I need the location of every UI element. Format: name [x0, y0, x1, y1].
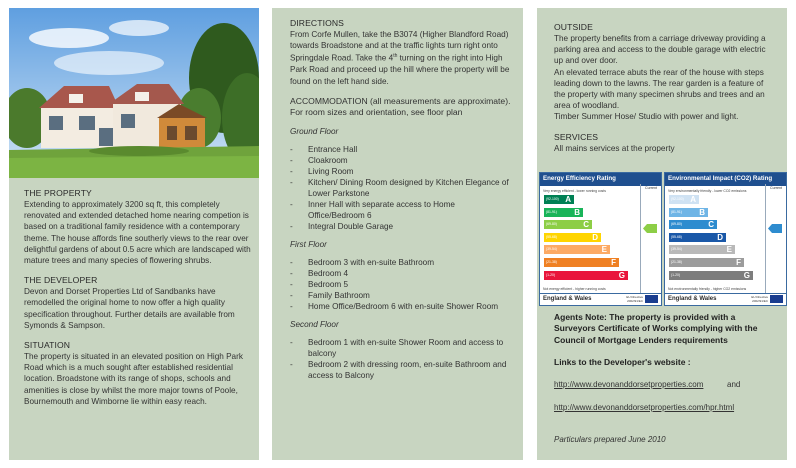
env-band-b	[669, 208, 708, 217]
env-band-a	[669, 195, 699, 204]
list-item: - Family Bathroom	[290, 290, 511, 301]
services-text: All mains services at the property	[554, 143, 675, 153]
energy-band-letter: A	[565, 195, 571, 204]
developer-text: Devon and Dorset Properties Ltd of Sandbanks have remodelled the original home to now offer a high quality specification throughout. Further details are available from Symonds & Sampson.	[24, 287, 235, 330]
env-chart-footer: England & Wales	[665, 293, 786, 305]
energy-band-range: (1-20)	[546, 272, 556, 277]
energy-band-d	[544, 233, 601, 242]
env-band-range: (81-91)	[671, 209, 682, 214]
list-item: - Kitchen/ Dining Room designed by Kitchen Elegance of Lower Parkstone	[290, 177, 511, 199]
environmental-impact-chart	[664, 172, 787, 306]
list-item: - Bedroom 5	[290, 279, 511, 290]
energy-current-rating-arrow	[643, 220, 657, 229]
second-floor-label: Second Floor	[290, 320, 339, 330]
energy-band-f	[544, 258, 619, 267]
outside-heading: OUTSIDE	[554, 22, 593, 32]
list-item: - Living Room	[290, 166, 511, 177]
env-band-range: (69-80)	[671, 222, 682, 227]
env-band-letter: E	[726, 245, 732, 255]
energy-band-range: (21-38)	[546, 260, 557, 264]
first-floor-list	[290, 257, 511, 312]
energy-band-range: (39-54)	[546, 247, 557, 252]
energy-band-range: (69-80)	[546, 222, 557, 227]
developer-heading: THE DEVELOPER	[24, 275, 98, 286]
energy-band-e	[544, 245, 610, 254]
env-band-g	[669, 271, 753, 280]
energy-band-g	[544, 271, 628, 280]
env-band-range: (92-100)	[671, 197, 684, 201]
links-heading: Links to the Developer's website :	[554, 357, 691, 367]
list-item: - Inner Hall with separate access to Home Office/Bedroom 6	[290, 199, 511, 221]
list-item: - Home Office/Bedroom 6 with en-suite Shower Room	[290, 301, 511, 312]
outside-text-2: An elevated terrace abuts the rear of the house with steps leading down to the lawns. The rear garden is a feature of the property with many specimen shrubs and trees and an area of woodland.	[554, 67, 765, 111]
list-item: - Bedroom 3 with en-suite Bathroom	[290, 257, 511, 268]
directions-text	[290, 29, 511, 87]
energy-band-b	[544, 208, 583, 217]
env-bottom-note: Not environmentally friendly - higher CO2 emissions	[668, 287, 747, 291]
env-band-e	[669, 245, 735, 254]
env-band-range: (55-68)	[671, 234, 682, 239]
env-band-range: (21-38)	[671, 260, 682, 264]
ground-floor-list	[290, 144, 511, 232]
house-photo-illustration	[9, 8, 259, 178]
energy-chart-footer: England & Wales	[540, 293, 661, 305]
agents-note: Agents Note: The property is provided with a Surveyors Certificate of Works complying with the Council of Mortgage Lenders requirements	[554, 312, 758, 345]
first-floor-label: First Floor	[290, 240, 327, 250]
env-top-note: Very environmentally friendly - lower CO2 emissions	[668, 189, 747, 193]
directions-text-a: From Corfe Mullen, take the B3074 (Higher Blandford Road) towards Broadstone and at the traffic lights turn right onto Springdale Road. Take the 4	[290, 30, 509, 64]
situation-heading: SITUATION	[24, 340, 71, 351]
directions-text-b: turning on the right into High Park Road and proceed up the hill where the property will be found on the left hand side.	[290, 54, 510, 86]
outside-text-1: The property benefits from a carriage driveway providing a parking area and access to the double garage with electric up and over door.	[554, 34, 766, 66]
epc-ratings	[537, 172, 787, 306]
env-band-f	[669, 258, 744, 267]
energy-band-range: (92-100)	[546, 197, 559, 201]
list-item: - Entrance Hall	[290, 144, 511, 155]
env-band-letter: B	[699, 207, 705, 217]
energy-band-range: (81-91)	[546, 209, 557, 214]
energy-band-c	[544, 220, 592, 229]
env-band-letter: C	[708, 220, 714, 230]
env-band-range: (1-20)	[671, 272, 681, 277]
energy-band-letter: G	[618, 270, 625, 280]
energy-band-letter: E	[601, 245, 607, 255]
column-accommodation	[272, 8, 523, 460]
energy-top-note: Very energy efficient - lower running costs	[543, 189, 606, 193]
property-heading: THE PROPERTY	[24, 188, 92, 198]
env-current-rating-arrow	[768, 220, 782, 229]
env-current-label: Current	[770, 186, 782, 190]
env-band-letter: A	[690, 195, 696, 204]
env-chart-title: Environmental Impact (CO2) Rating	[665, 173, 786, 186]
env-band-letter: F	[736, 258, 741, 267]
directions-sup: th	[393, 53, 398, 60]
energy-band-letter: B	[574, 207, 580, 217]
energy-band-letter: D	[592, 232, 598, 242]
energy-band-a	[544, 195, 574, 204]
second-floor-list	[290, 337, 511, 381]
list-item: - Bedroom 1 with en-suite Shower Room and access to balcony	[290, 337, 511, 359]
developer-hpr-link[interactable]: http://www.devonanddorsetproperties.com/hpr.html	[554, 403, 735, 412]
directions-heading: DIRECTIONS	[290, 18, 344, 28]
env-band-range: (39-54)	[671, 247, 682, 252]
list-item: - Cloakroom	[290, 155, 511, 166]
energy-efficiency-chart	[539, 172, 662, 306]
particulars-prepared: Particulars prepared June 2010	[554, 435, 666, 444]
house-photo	[9, 8, 259, 178]
accommodation-heading: ACCOMMODATION (all measurements are approximate). For room sizes and orientation, see floor plan	[290, 95, 511, 117]
link-and: and	[727, 380, 741, 389]
env-band-letter: D	[717, 232, 723, 242]
situation-text: The property is situated in an elevated position on High Park Road which is a much sought after established residential location. Broadstone with its range of shops, schools and amenities is close by whilst the more major towns of Poole, Bournemouth and Wimborne lie within easy reach.	[24, 352, 243, 406]
column-property	[9, 8, 259, 460]
energy-current-label: Current	[645, 186, 657, 190]
energy-bottom-note: Not energy efficient - higher running costs	[543, 287, 606, 291]
env-directive: EU Directive 2002/91/EC	[751, 295, 768, 303]
outside-text-3: Timber Summer Hose/ Studio with power and light.	[554, 112, 739, 122]
property-text: Extending to approximately 3200 sq ft, this completely renovated and extended detached home nearing competion is based on a traditional family residence with a contemporary theme. The house affords fine southerly views to the rear over delightful gardens of about 0.5 acre which are landscaped with mature trees and many species of flowering shrubs.	[24, 200, 251, 266]
energy-band-range: (55-68)	[546, 234, 557, 239]
ground-floor-label: Ground Floor	[290, 127, 339, 137]
env-band-c	[669, 220, 717, 229]
eu-flag-icon	[770, 295, 783, 303]
services-heading: SERVICES	[554, 131, 599, 142]
list-item: - Integral Double Garage	[290, 221, 511, 232]
energy-directive: EU Directive 2002/91/EC	[626, 295, 643, 303]
energy-chart-title: Energy Efficiency Rating	[540, 173, 661, 186]
env-band-letter: G	[743, 270, 750, 280]
env-band-d	[669, 233, 726, 242]
energy-band-letter: F	[611, 258, 616, 267]
developer-website-link[interactable]: http://www.devonanddorsetproperties.com	[554, 380, 704, 389]
energy-band-letter: C	[583, 220, 589, 230]
eu-flag-icon	[645, 295, 658, 303]
list-item: - Bedroom 2 with dressing room, en-suite Bathroom and access to Balcony	[290, 359, 511, 381]
column-outside	[537, 8, 787, 460]
list-item: - Bedroom 4	[290, 268, 511, 279]
